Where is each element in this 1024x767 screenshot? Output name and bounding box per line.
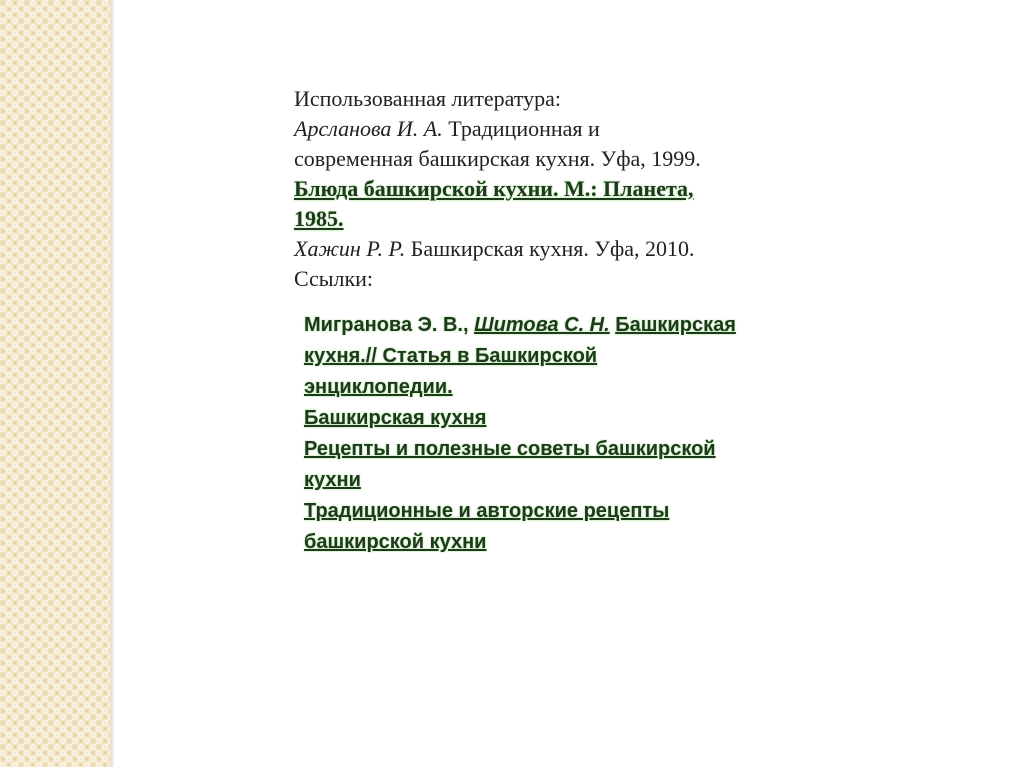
- item1-title-line1: Традиционная и: [442, 116, 600, 141]
- side-divider: [110, 0, 114, 767]
- link-3-text-line1[interactable]: Традиционные и авторские рецепты: [304, 500, 670, 522]
- item2-link-line2[interactable]: 1985.: [294, 206, 344, 231]
- article-author2-link[interactable]: Шитова С. Н.: [474, 314, 610, 336]
- literature-item-2-line1[interactable]: [294, 174, 814, 204]
- item3-author: Хажин Р. Р.: [294, 236, 406, 261]
- link-3-line2[interactable]: [304, 527, 824, 558]
- literature-heading: Использованная литература:: [294, 86, 562, 111]
- article-title-link-line2[interactable]: кухня.// Статья в Башкирской: [304, 345, 598, 367]
- links-block: [304, 310, 824, 558]
- item2-link-line1[interactable]: Блюда башкирской кухни. М.: Планета,: [294, 176, 694, 201]
- link-2-text-line2[interactable]: кухни: [304, 469, 361, 491]
- link-3-text-line2[interactable]: башкирской кухни: [304, 531, 487, 553]
- literature-item-1: [294, 114, 814, 144]
- link-1[interactable]: [304, 403, 824, 434]
- literature-item-2-line2[interactable]: [294, 204, 814, 234]
- link-2-text-line1[interactable]: Рецепты и полезные советы башкирской: [304, 438, 716, 460]
- link-1-text[interactable]: Башкирская кухня: [304, 407, 487, 429]
- article-line1: [304, 310, 824, 341]
- link-2-line2[interactable]: [304, 465, 824, 496]
- article-title-link-line3[interactable]: энциклопедии.: [304, 376, 453, 398]
- article-line3[interactable]: [304, 372, 824, 403]
- item3-rest: Башкирская кухня. Уфа, 2010.: [405, 236, 695, 261]
- item1-title-line2: современная башкирская кухня. Уфа, 1999.: [294, 146, 701, 171]
- article-line2[interactable]: [304, 341, 824, 372]
- article-title-link-line1[interactable]: Башкирская: [615, 314, 736, 336]
- literature-item-3: [294, 234, 814, 264]
- decorative-side-pattern: [0, 0, 110, 767]
- literature-block: [294, 84, 814, 294]
- article-author1: Мигранова Э. В.,: [304, 314, 469, 336]
- item1-author: Арсланова И. А.: [294, 116, 443, 141]
- links-heading: Ссылки:: [294, 266, 374, 291]
- link-3-line1[interactable]: [304, 496, 824, 527]
- link-2-line1[interactable]: [304, 434, 824, 465]
